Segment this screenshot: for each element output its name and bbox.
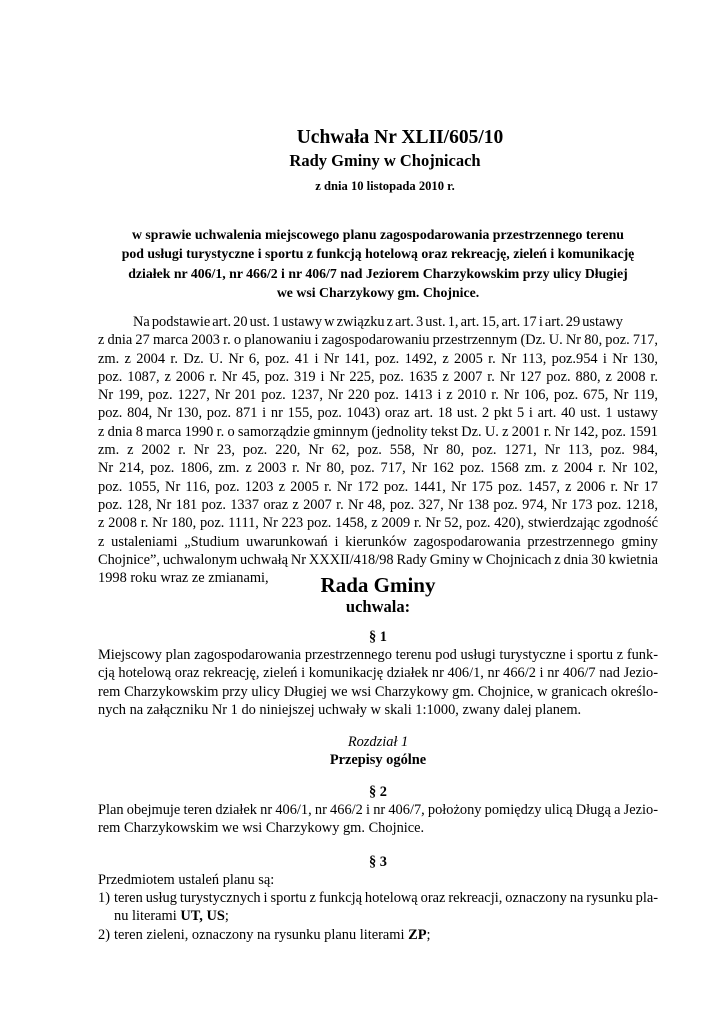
preamble-line: z dnia 8 marca 1990 r. o samorządzie gminnym (jednolity tekst Dz. U. z 2001 r. Nr 142, poz. 1591 [98,423,658,440]
section-line: rem Charzykowskim przy ulicy Długiej we wsi Charzykowy gm. Chojnice, w granicach określo- [98,683,658,700]
section-mark-1: § 1 [369,629,387,645]
subject-line: pod usługi turystyczne i sportu z funkcją hotelową oraz rekreację, zieleń i komunikację [121,246,635,262]
section-3-intro [98,871,658,889]
subject-line: w sprawie uchwalenia miejscowego planu zagospodarowania przestrzennego terenu [132,227,624,242]
section-line: nych na załączniku Nr 1 do niniejszej uchwały w skali 1:1000, zwany dalej planem. [98,701,582,718]
list-number: 2) [98,927,110,943]
section-line: cją hotelową oraz rekreację, zieleń i komunikację działek nr 406/1, nr 466/2 i nr 406/7 nad Jezio- [98,665,658,682]
list-item [98,926,658,945]
preamble-line: poz. 1087, z 2006 r. Nr 45, poz. 319 i Nr 225, poz. 1635 z 2007 r. Nr 127 poz. 880, z 2008 r. [98,368,658,385]
preamble-line: 1998 roku wraz ze zmianami, [98,570,269,587]
list-line [114,907,658,925]
section-mark-2: § 2 [369,784,387,800]
preamble-line: poz. 1055, Nr 116, poz. 1203 z 2005 r. Nr 172 poz. 1441, Nr 175 poz. 1457, z 2006 r. Nr 17 [98,478,658,495]
resolution-subject [98,225,658,302]
subject-line: we wsi Charzykowy gm. Chojnice. [276,284,480,300]
section-1-text [98,646,658,719]
preamble-line: Chojnice”, uchwalonym uchwałą Nr XXXII/418/98 Rady Gminy w Chojnicach z dnia 30 kwietnia [98,551,658,568]
list-item [98,889,658,926]
preamble-line: zm. z 2004 r. Dz. U. Nr 6, poz. 41 i Nr 141, poz. 1492, z 2005 r. Nr 113, poz.954 i Nr 130, [98,350,658,367]
chapter-title: Przepisy ogólne [329,752,427,768]
section-line: Miejscowy plan zagospodarowania przestrzennego terenu pod usługi turystyczne i sportu z funk- [98,647,658,663]
council-heading: Rada Gminy [320,573,436,597]
preamble-line: Na podstawie art. 20 ust. 1 ustawy w związku z art. 3 ust. 1, art. 15, art. 17 i art. 29 ustawy [133,314,623,330]
legal-basis-preamble [98,313,658,587]
chapter-label: Rozdział 1 [347,734,409,750]
council-resolves: uchwala: [345,597,411,616]
section-line: Przedmiotem ustaleń planu są: [98,872,275,888]
list-item-text [114,926,658,944]
preamble-line: poz. 804, Nr 130, poz. 871 i nr 155, poz. 1043) oraz art. 18 ust. 2 pkt 5 i art. 40 ust. 1 ustawy [98,405,658,422]
list-item-text [114,889,658,926]
section-mark-3: § 3 [369,854,387,870]
list-text: ; [426,927,431,943]
resolution-date: z dnia 10 listopada 2010 r. [315,179,455,193]
list-text: ; [224,908,229,925]
resolution-issuer: Rady Gminy w Chojnicach [289,151,481,170]
preamble-line: z ustaleniami „Studium uwarunkowań i kierunków zagospodarowania przestrzennego gminy [98,533,658,550]
list-line [114,926,658,944]
resolution-title: Uchwała Nr XLII/605/10 [296,127,504,148]
section-line: Plan obejmuje teren działek nr 406/1, nr 466/2 i nr 406/7, położony pomiędzy ulicą Długą a Jezio- [98,802,658,818]
preamble-line: poz. 128, Nr 181 poz. 1337 oraz z 2007 r. Nr 48, poz. 327, Nr 138 poz. 974, Nr 173 poz. 1218, [98,496,658,513]
zone-symbol: ZP [408,927,427,943]
list-line: teren usług turystycznych i sportu z funkcją hotelową oraz rekreacji, oznaczony na rysunku pla- [114,890,658,906]
list-text: nu literami [114,908,181,925]
zone-symbol: UT, US [180,908,225,925]
preamble-line: Nr 214, poz. 1806, zm. z 2003 r. Nr 80, poz. 717, Nr 162 poz. 1568 zm. z 2004 r. Nr 102, [98,460,658,477]
preamble-line: zm. z 2002 r. Nr 23, poz. 220, Nr 62, poz. 558, Nr 80, poz. 1271, Nr 113, poz. 984, [98,442,658,459]
preamble-line: Nr 199, poz. 1227, Nr 201 poz. 1237, Nr 220 poz. 1413 i z 2010 r. Nr 106, poz. 675, Nr 119, [98,387,658,404]
list-text: teren zieleni, oznaczony na rysunku planu literami [114,927,409,943]
section-2-text [98,801,658,838]
list-number: 1) [98,890,110,906]
preamble-line: z dnia 27 marca 2003 r. o planowaniu i zagospodarowaniu przestrzennym (Dz. U. Nr 80, poz. 717, [98,332,658,349]
preamble-line: z 2008 r. Nr 180, poz. 1111, Nr 223 poz. 1458, z 2009 r. Nr 52, poz. 420), stwierdzając zgodność [98,515,658,532]
section-line: rem Charzykowskim we wsi Charzykowy gm. Chojnice. [98,820,425,837]
subject-line: działek nr 406/1, nr 466/2 i nr 406/7 nad Jeziorem Charzykowskim przy ulicy Długiej [128,265,628,281]
